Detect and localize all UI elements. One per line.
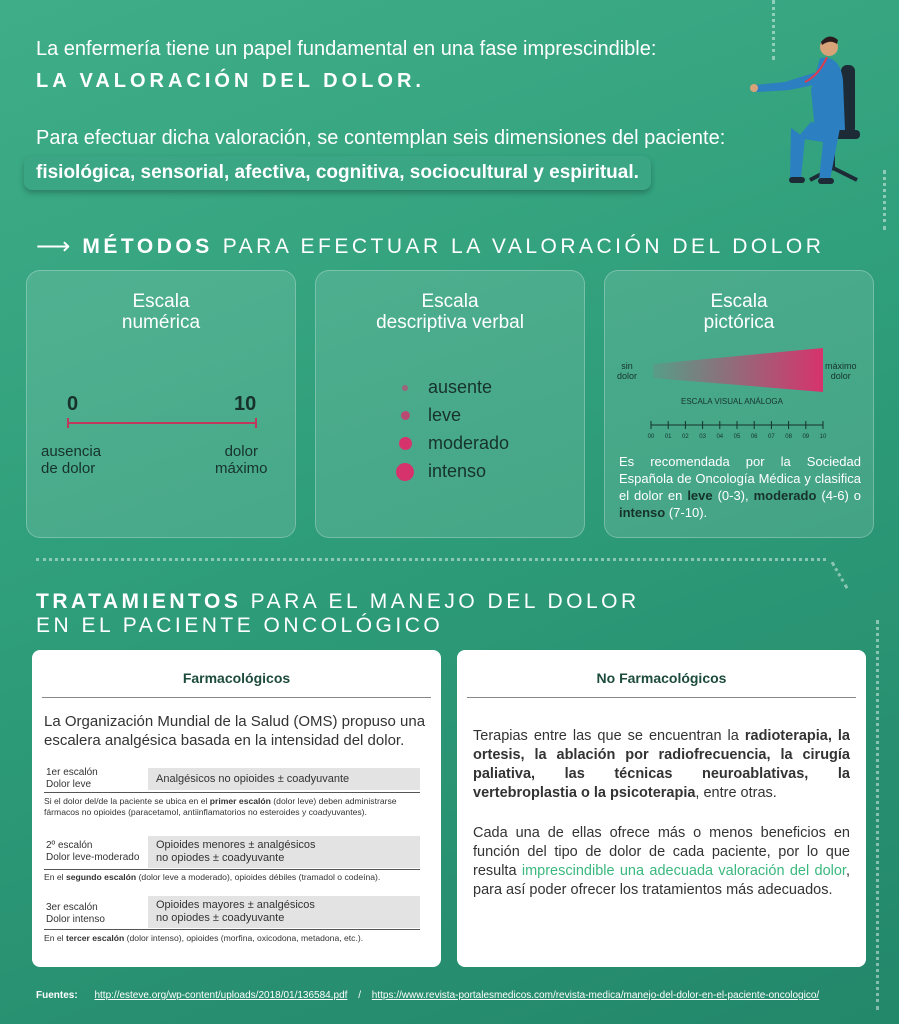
max-label-line2: máximo [215, 460, 268, 477]
step-box [148, 768, 420, 790]
note-part: En el [44, 933, 66, 943]
tratamientos-bold: TRATAMIENTOS [36, 590, 242, 613]
dotted-line-decoration [36, 558, 826, 562]
note-part: (dolor leve a moderado), opioides débiles (tramadol o codeína). [136, 872, 381, 882]
scale-tick [67, 418, 69, 428]
note-part: (dolor leve) deben administrarse fármacos no opioides (paracetamol, antiinflamatorios no esteroides y coadyuvantes). [44, 796, 397, 817]
card-title-line2: descriptiva verbal [376, 312, 524, 333]
max-label-line1: dolor [224, 443, 258, 460]
card-escala-numerica [26, 270, 296, 538]
dot-icon [396, 463, 414, 481]
eva-ruler [647, 419, 827, 441]
source-link-1[interactable]: http://esteve.org/wp-content/uploads/2018/01/136584.pdf [94, 990, 348, 1001]
arrow-right-icon: ⟶ [36, 233, 71, 260]
step-label-line2: Dolor intenso [46, 914, 105, 925]
step-box-line1: Analgésicos no opioides ± coadyuvante [156, 773, 350, 785]
step-label [46, 840, 139, 864]
dot-icon [399, 437, 412, 450]
card-escala-verbal [315, 270, 585, 538]
step-box-line2: no opiodes ± coadyuvante [156, 912, 285, 924]
nofar-paragraph-1 [473, 727, 850, 803]
step-box [148, 896, 420, 928]
max-dolor-label [825, 361, 857, 381]
verbal-item-label: ausente [428, 377, 493, 397]
scale-max: 10 [234, 393, 257, 415]
dotted-line-decoration [876, 620, 880, 1010]
min-label [41, 443, 101, 477]
farmacologicos-description: La Organización Mundial de la Salud (OMS) propuso una escalera analgésica basada en la intensidad del dolor. [44, 713, 426, 749]
sin-dolor-line1: sin [621, 361, 633, 371]
eva-tick-label: 02 [682, 434, 689, 440]
card-escala-pictorica [604, 270, 874, 538]
card-title [605, 291, 873, 333]
eva-tick-label: 05 [733, 434, 741, 440]
sin-dolor-line2: dolor [617, 371, 638, 381]
source-separator: / [358, 990, 361, 1001]
pict-text-bold: moderado [753, 488, 817, 503]
max-dolor-line2: dolor [830, 371, 851, 381]
panel-no-farmacologicos [457, 650, 866, 967]
pict-text-bold: leve [687, 488, 713, 503]
card-title-line2: numérica [121, 312, 201, 333]
eva-tick-label: 09 [802, 434, 810, 440]
step-box-line2: no opiodes ± coadyuvante [156, 852, 285, 864]
verbal-item-label: leve [428, 405, 462, 425]
sources [36, 990, 819, 1001]
verbal-item-label: moderado [428, 433, 510, 453]
eva-tick-label: 00 [647, 434, 655, 440]
panel-farmacologicos [32, 650, 441, 967]
eva-tick-label: 10 [819, 434, 827, 440]
dimensions-pill: fisiológica, sensorial, afectiva, cognitiva, sociocultural y espiritual. [24, 156, 651, 190]
note-part: En el [44, 872, 66, 882]
scale-line [67, 422, 257, 424]
pict-text-bold: intenso [619, 505, 666, 520]
step-label-line2: Dolor leve-moderado [46, 852, 140, 863]
card-title-line1: Escala [710, 291, 768, 312]
eva-tick-label: 04 [716, 434, 724, 440]
verbal-item [396, 461, 486, 482]
card-title [27, 291, 295, 333]
step-label [46, 902, 105, 926]
pict-text-part: (7-10). [665, 505, 708, 520]
para-part: , para así poder ofrecer los tratamientos más adecuados. [473, 863, 850, 898]
panel-heading: No Farmacológicos [467, 650, 856, 698]
note-bold: primer escalón [209, 796, 271, 806]
divider [44, 869, 420, 870]
divider [44, 929, 420, 930]
min-label-line1: ausencia [41, 443, 102, 460]
pictorica-description [619, 453, 861, 521]
step-box-line1: Opioides mayores ± analgésicos [156, 899, 315, 911]
verbal-item [396, 433, 509, 454]
step-note [44, 872, 430, 883]
para-bold: radioterapia, la ortesis, la ablación por radiofrecuencia, la cirugía paliativa, las técnicas neuroablativas, la vertebroplastia o la psicoterapia [473, 728, 850, 801]
note-bold: tercer escalón [65, 933, 125, 943]
para-part: Terapias entre las que se encuentran la [473, 728, 745, 744]
doctor-illustration [745, 30, 875, 195]
card-title-line1: Escala [132, 291, 190, 312]
panel-heading: Farmacológicos [42, 650, 431, 698]
page-title: LA VALORACIÓN DEL DOLOR. [36, 70, 425, 92]
scale-min: 0 [67, 393, 79, 415]
max-label [215, 443, 268, 477]
metodos-heading-bold: MÉTODOS [82, 234, 213, 258]
note-part: Si el dolor del/de la paciente se ubica en el [44, 796, 210, 806]
eva-tick-label: 08 [785, 434, 792, 440]
para-part: , entre otras. [695, 785, 777, 801]
tratamientos-rest: PARA EL MANEJO DEL DOLOR [250, 590, 640, 613]
eva-tick-label: 07 [768, 434, 775, 440]
dotted-line-decoration [831, 561, 849, 589]
verbal-item [396, 377, 492, 398]
metodos-heading-rest: PARA EFECTUAR LA VALORACIÓN DEL DOLOR [222, 234, 825, 258]
step-box-line1: Opioides menores ± analgésicos [156, 839, 316, 851]
sources-label: Fuentes: [36, 990, 78, 1001]
max-dolor-line1: máximo [825, 361, 857, 371]
eva-tick-label: 01 [664, 434, 672, 440]
scale-tick [255, 418, 257, 428]
step-note [44, 933, 430, 944]
nofar-paragraph-2 [473, 824, 850, 900]
intro-text: La enfermería tiene un papel fundamental en una fase imprescindible: [36, 38, 657, 60]
step-label [46, 767, 98, 791]
note-part: (dolor intenso), opioides (morfina, oxicodona, metadona, etc.). [124, 933, 364, 943]
sin-dolor-label [617, 361, 637, 381]
note-bold: segundo escalón [65, 872, 137, 882]
pict-text-part: Es recomendada por la Sociedad Española de Oncología Médica y clasifica el dolor en [619, 454, 861, 503]
step-box [148, 836, 420, 868]
divider [44, 792, 420, 793]
para-highlight: imprescindible una adecuada valoración del dolor [521, 863, 846, 879]
eva-tick-label: 06 [750, 434, 758, 440]
step-label-line1: 2º escalón [46, 840, 93, 851]
pict-text-part: (0-3), [712, 488, 754, 503]
pain-gradient-wedge [653, 348, 823, 392]
dot-icon [401, 411, 410, 420]
step-label-line1: 3er escalón [46, 902, 98, 913]
metodos-heading [36, 232, 824, 261]
source-link-2[interactable]: https://www.revista-portalesmedicos.com/revista-medica/manejo-del-dolor-en-el-paciente-oncologico/ [371, 990, 820, 1001]
verbal-item [396, 405, 461, 426]
step-label-line2: Dolor leve [46, 779, 92, 790]
card-title-line1: Escala [421, 291, 479, 312]
para-part: Cada una de ellas ofrece más o menos beneficios en función del tipo de dolor de cada paciente, por lo que resulta [473, 825, 850, 879]
step-label-line1: 1er escalón [46, 767, 98, 778]
min-label-line2: de dolor [41, 460, 96, 477]
pict-text-part: (4-6) o [816, 488, 861, 503]
dotted-line-decoration [883, 170, 887, 230]
eva-label: ESCALA VISUAL ANÁLOGA [681, 397, 783, 406]
tratamientos-heading [36, 590, 640, 638]
card-title [316, 291, 584, 333]
step-note [44, 796, 430, 818]
card-title-line2: pictórica [703, 312, 775, 333]
dimensions-intro: Para efectuar dicha valoración, se contemplan seis dimensiones del paciente: [36, 127, 726, 149]
dot-icon [402, 385, 408, 391]
eva-tick-label: 03 [699, 434, 706, 440]
tratamientos-line2: EN EL PACIENTE ONCOLÓGICO [36, 614, 444, 637]
verbal-item-label: intenso [428, 461, 487, 481]
